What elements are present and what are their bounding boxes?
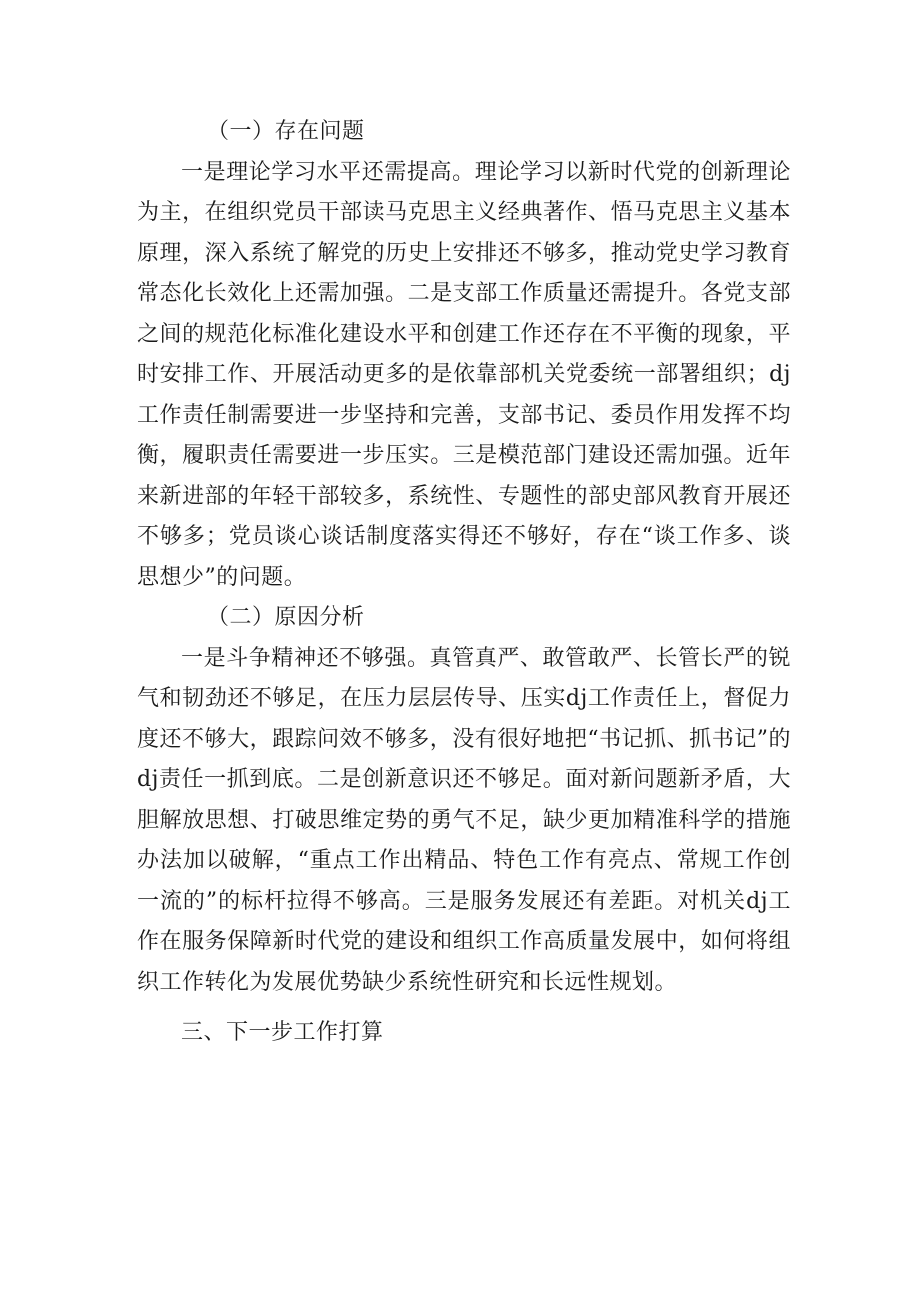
document-body [137, 112, 791, 1054]
paragraph-causes: 一是斗争精神还不够强。真管真严、敢管敢严、长管长严的锐气和韧劲还不够足，在压力层层传导、压实dj工作责任上，督促力度还不够大，跟踪问效不够多，没有很好地把“书记抓、抓书记”的dj责任一抓到底。二是创新意识还不够足。面对新问题新矛盾，大胆解放思想、打破思维定势的勇气不足，缺少更加精准科学的措施办法加以破解，“重点工作出精品、特色工作有亮点、常规工作创一流的”的标杆拉得不够高。三是服务发展还有差距。对机关dj工作在服务保障新时代党的建设和组织工作高质量发展中，如何将组织工作转化为发展优势缺少系统性研究和长远性规划。 [137, 645, 791, 995]
subheading-existing-problems: （一）存在问题 [207, 119, 365, 144]
paragraph-problems: 一是理论学习水平还需提高。理论学习以新时代党的创新理论为主，在组织党员干部读马克思主义经典著作、悟马克思主义基本原理，深入系统了解党的历史上安排还不够多，推动党史学习教育常态化长效化上还需加强。二是支部工作质量还需提升。各党支部之间的规范化标准化建设水平和创建工作还存在不平衡的现象，平时安排工作、开展活动更多的是依靠部机关党委统一部署组织；dj工作责任制需要进一步坚持和完善，支部书记、委员作用发挥不均衡，履职责任需要进一步压实。三是模范部门建设还需加强。近年来新进部的年轻干部较多，系统性、专题性的部史部风教育开展还不够多；党员谈心谈话制度落实得还不够好，存在“谈工作多、谈思想少”的问题。 [137, 159, 791, 590]
subheading-cause-analysis: （二）原因分析 [207, 605, 365, 630]
section-heading-next-steps: 三、下一步工作打算 [181, 1020, 384, 1045]
